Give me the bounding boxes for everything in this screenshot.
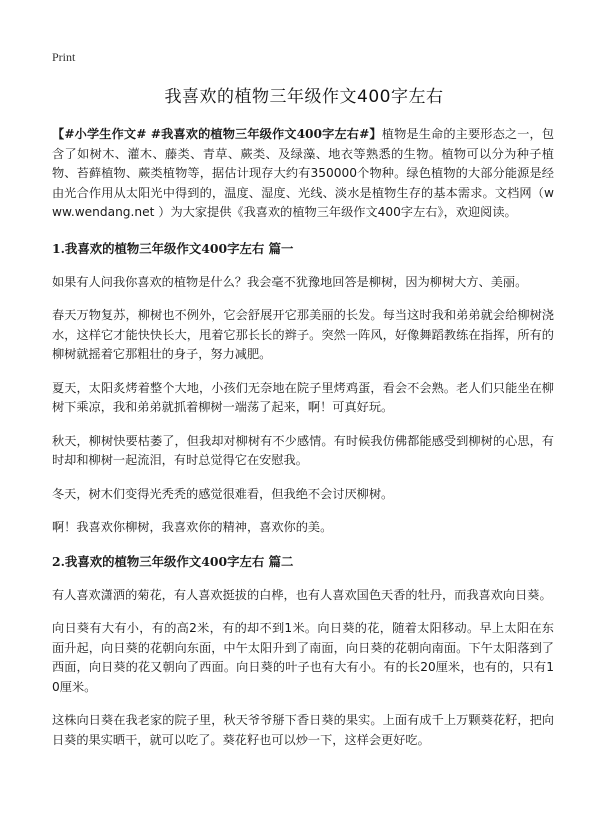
section-1-paragraph-6: 啊！我喜欢你柳树，我喜欢你的精神，喜欢你的美。	[52, 520, 333, 534]
section-1-paragraph-2: 春天万物复苏，柳树也不例外，它会舒展开它那美丽的长发。每当这时我和弟弟就会给柳树浇水，这样它才能快快长大，甩着它那长长的辫子。突然一阵风，好像舞蹈教练在指挥，所有的柳树就摇着它那粗壮的身子，努力减肥。	[52, 308, 554, 361]
section-2-paragraph-2: 向日葵有大有小，有的高2米，有的却不到1米。向日葵的花，随着太阳移动。早上太阳在东面升起，向日葵的花朝向东面，中午太阳升到了南面，向日葵的花朝向南面。下午太阳落到了西面，向日葵的花又朝向了西面。向日葵的叶子也有大有小。有的长20厘米，也有的，只有10厘米。	[52, 621, 554, 694]
section-2-paragraph-1: 有人喜欢潇洒的菊花，有人喜欢挺拔的白桦，也有人喜欢国色天香的牡丹，而我喜欢向日葵。	[52, 587, 552, 602]
section-1-paragraph-1: 如果有人问我你喜欢的植物是什么？我会毫不犹豫地回答是柳树，因为柳树大方、美丽。	[52, 274, 528, 289]
intro-text: 植物是生命的主要形态之一，包含了如树木、灌木、藤类、青草、蕨类、及绿藻、地衣等熟悉的生物。植物可以分为种子植物、苔藓植物、蕨类植物等，据估计现存大约有350000个物种。绿色植物的大部分能源是经由光合作用从太阳光中得到的，温度、湿度、光线、淡水是植物生存的基本需求。文档网（www.wendang.net ）为大家提供《我喜欢的植物三年级作文400字左右》，欢迎阅读。	[52, 127, 555, 219]
print-label: Print	[52, 50, 76, 64]
intro-paragraph	[52, 125, 554, 223]
intro-tags: 【#小学生作文# #我喜欢的植物三年级作文400字左右#】	[52, 127, 382, 141]
section-1-paragraph-5: 冬天，树木们变得光秃秃的感觉很难看，但我绝不会讨厌柳树。	[52, 486, 394, 501]
section-heading-1: 1.我喜欢的植物三年级作文400字左右 篇一	[52, 240, 294, 256]
section-heading-2: 2.我喜欢的植物三年级作文400字左右 篇二	[52, 553, 294, 569]
section-1-paragraph-3: 夏天，太阳炙烤着整个大地，小孩们无奈地在院子里烤鸡蛋，看会不会熟。老人们只能坐在柳树下乘凉，我和弟弟就抓着柳树一端荡了起来，啊！可真好玩。	[52, 380, 554, 414]
section-1-paragraph-4: 秋天，柳树快要枯萎了，但我却对柳树有不少感情。有时候我仿佛都能感受到柳树的心思，有时却和柳树一起流泪，有时总觉得它在安慰我。	[52, 433, 554, 467]
article-body	[52, 125, 554, 764]
section-2-paragraph-3: 这株向日葵在我老家的院子里，秋天爷爷掰下香日葵的果实。上面有成千上万颗葵花籽，把向日葵的果实晒干，就可以吃了。葵花籽也可以炒一下，这样会更好吃。	[52, 713, 554, 747]
page-title: 我喜欢的植物三年级作文400字左右	[164, 87, 444, 107]
